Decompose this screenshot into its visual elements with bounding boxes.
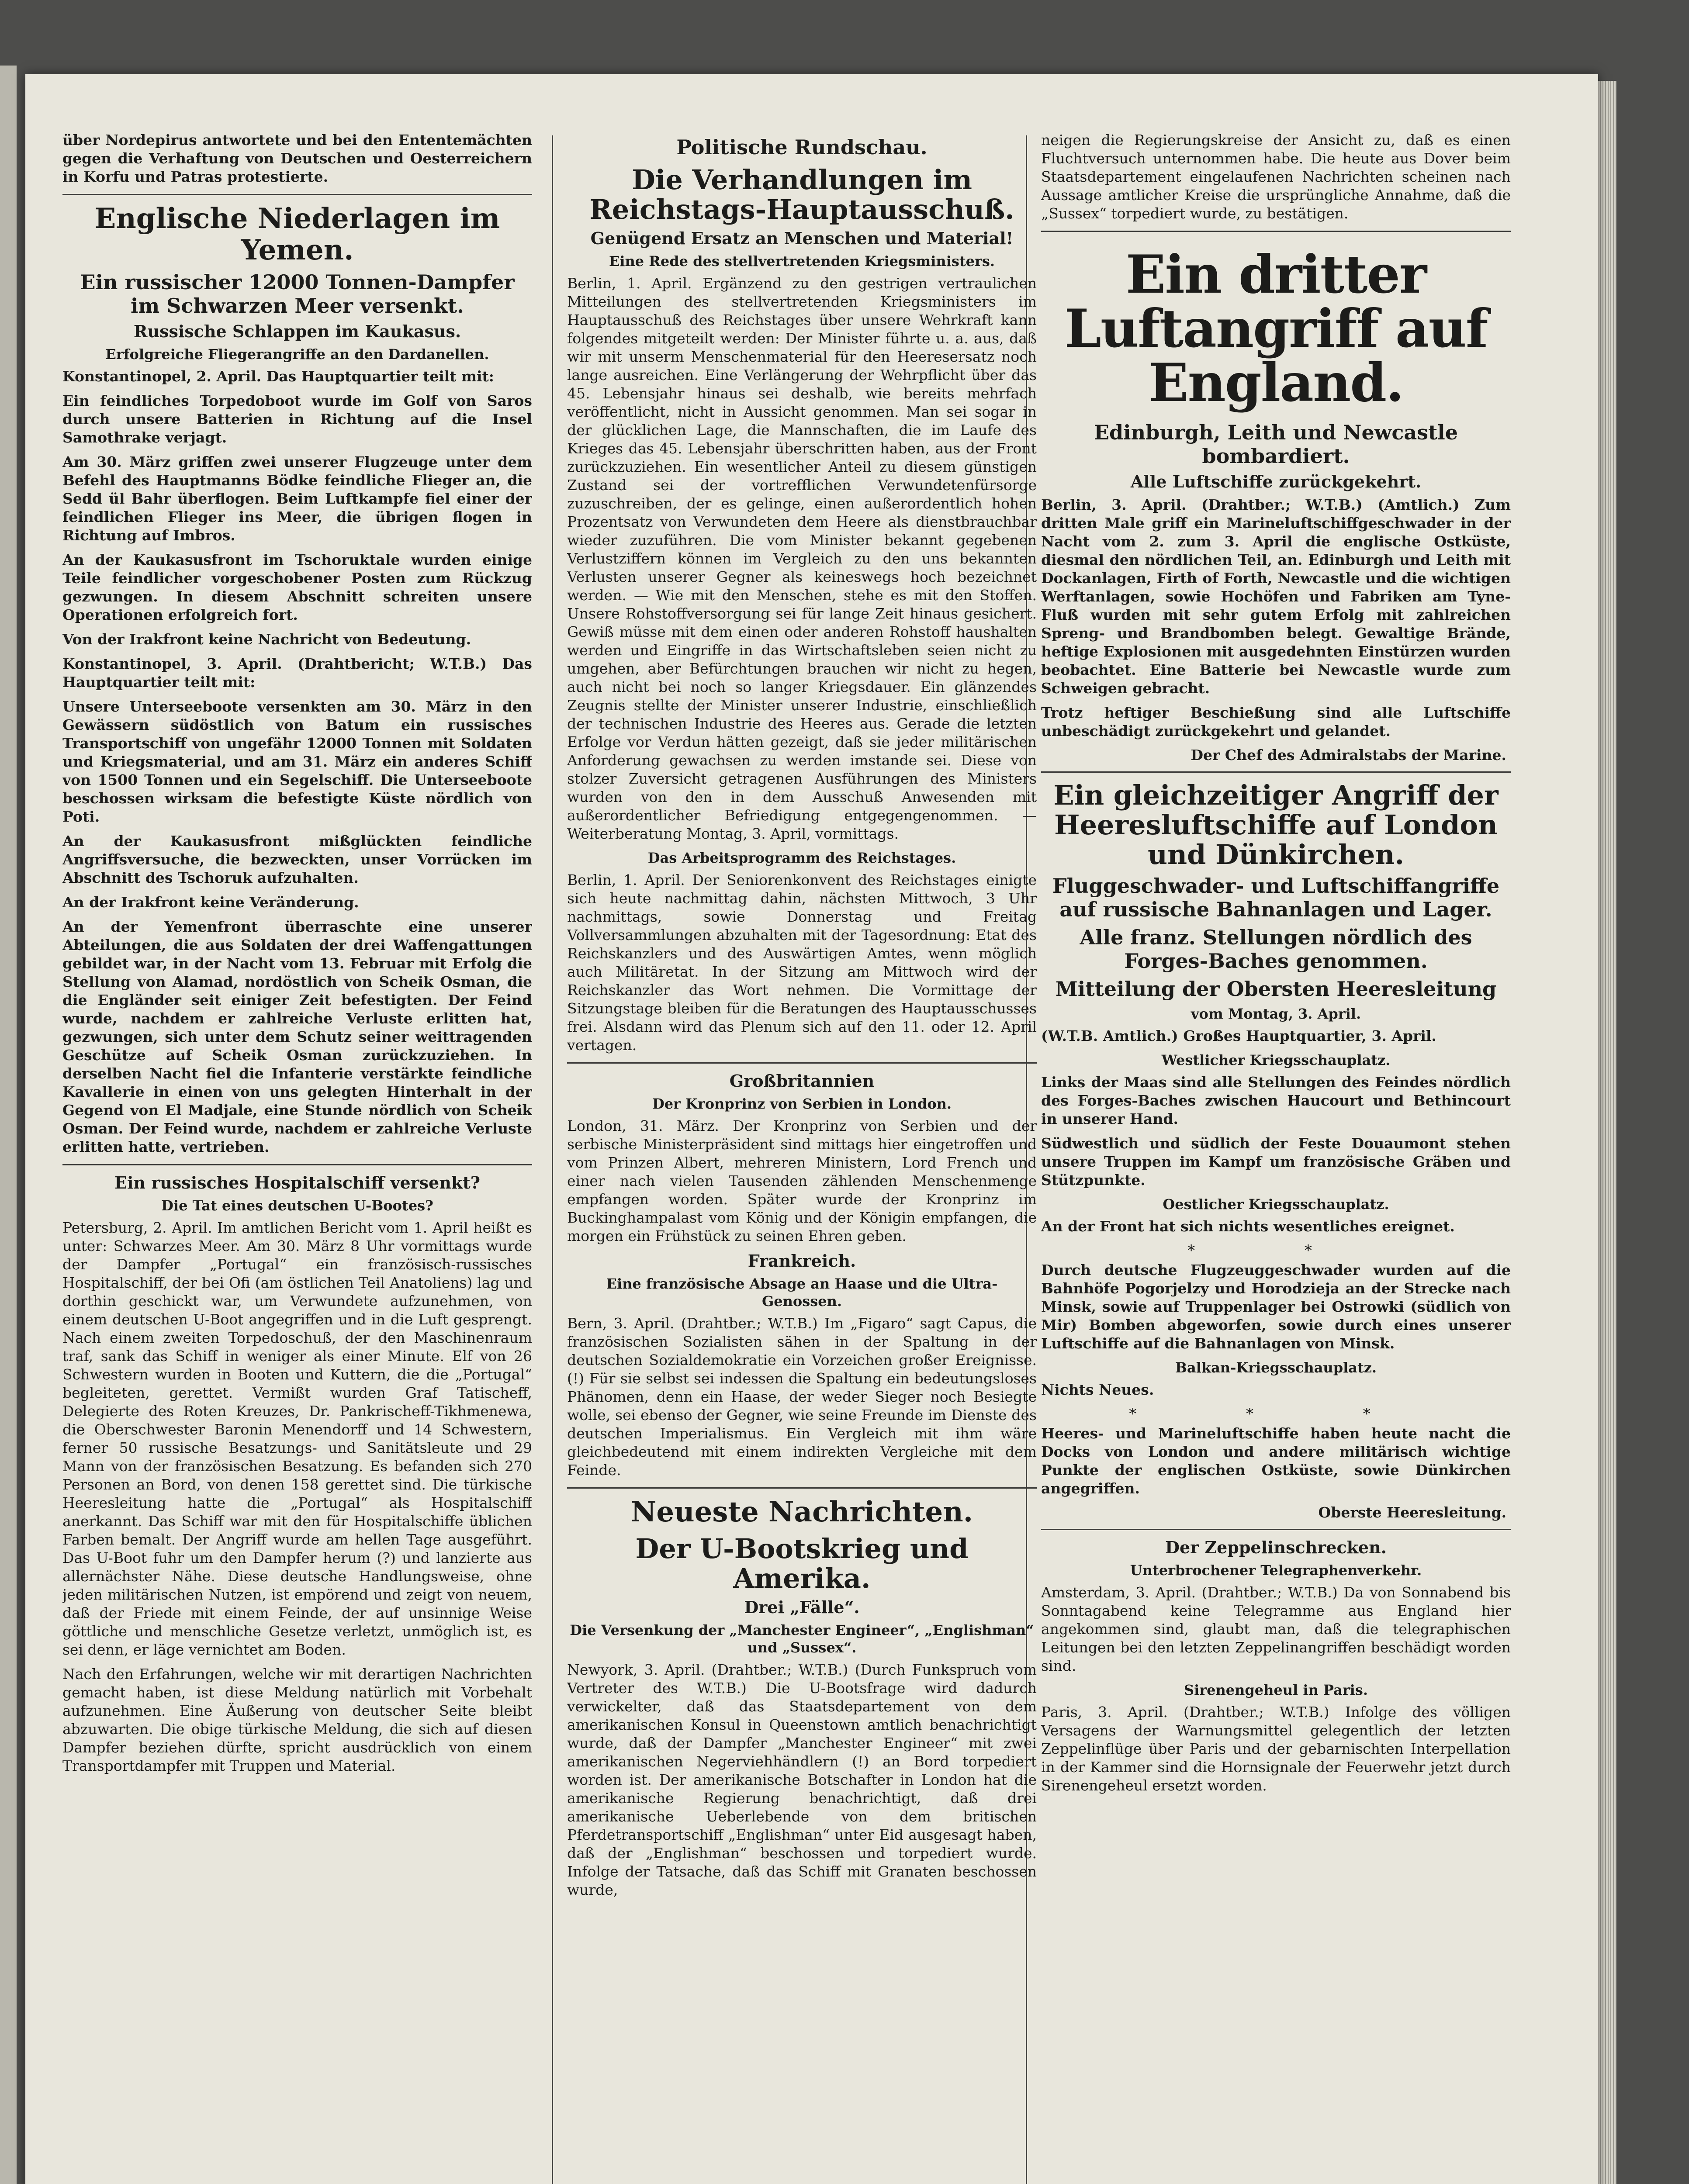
- headline: Ein gleichzeitiger Angriff der Heeresluftschiffe auf London und Dünkirchen.: [1053, 779, 1499, 871]
- article-text: Konstantinopel, 2. April. Das Hauptquartier teilt mit:: [62, 368, 494, 385]
- article-text: An der Irakfront keine Veränderung.: [62, 894, 359, 911]
- signature: Der Chef des Admiralstabs der Marine.: [1191, 746, 1506, 764]
- divider: [1041, 231, 1511, 232]
- divider: [62, 194, 532, 195]
- article-text: Konstantinopel, 3. April. (Drahtbericht; W.T.B.) Das Hauptquartier teilt mit:: [62, 655, 532, 691]
- subheadline: Die Versenkung der „Manchester Engineer“, „Englishman“ und „Sussex“.: [570, 1622, 1034, 1656]
- headline: Englische Niederlagen im Yemen.: [94, 202, 500, 266]
- column-rule: [552, 135, 553, 2184]
- article-text: An der Yemenfront überraschte eine unserer Abteilungen, die aus Soldaten der drei Waffengattungen gebildet war, in der Nacht vom 13. Februar mit Erfolg die Stellung von Alamad, nordöstlich von Scheik Osman, die die Engländer seit einiger Zeit befestigten. Der Feind wurde, nachdem er zahlreiche Verluste erlitten hat, gezwungen, sich unter dem Schutz seiner weittragenden Geschütze auf Scheik Osman zurückzuziehen. In derselben Nacht fiel die Infanterie verstärkte feindliche Kavallerie in einen von uns gelegten Hinterhalt in der Gegend von El Madjale, eine Stunde nördlich von Scheik Osman. Der Feind wurde, nachdem er zahlreiche Verluste erlitten hatte, vertrieben.: [62, 918, 532, 1155]
- article-text: Newyork, 3. April. (Drahtber.; W.T.B.) (Durch Funkspruch vom Vertreter des W.T.B.) Die U-Bootsfrage wird dadurch verwickelter, daß das Staatsdepartement von dem amerikanischen Konsul in Queenstown amtlich benachrichtigt wurde, daß der Dampfer „Manchester Engineer“ mit zwei amerikanischen Negerviehhändlern (!) an Bord torpediert worden ist. Der amerikanische Botschafter in London hat die amerikanische Regierung benachrichtigt, daß drei amerikanische Ueberlebende von dem britischen Pferdetransportschiff „Englishman“ unter Eid ausgesagt haben, daß der „Englishman“ beschossen und torpediert wurde. Infolge der Tatsache, daß das Schiff mit Granaten beschossen wurde,: [567, 1661, 1037, 1898]
- article-text: Südwestlich und südlich der Feste Douaumont stehen unsere Truppen im Kampf um französische Gräben und Stützpunkte.: [1041, 1135, 1511, 1189]
- article-text: Nach den Erfahrungen, welche wir mit derartigen Nachrichten gemacht haben, ist diese Meldung natürlich mit Vorbehalt aufzunehmen. Eine Äußerung von deutscher Seite bleibt abzuwarten. Die obige türkische Meldung, die sich auf diesen Dampfer beziehen dürfte, spricht ausdrücklich von einem Transportdampfer mit Truppen und Material.: [62, 1666, 532, 1774]
- article-text: Berlin, 1. April. Der Seniorenkonvent des Reichstages einigte sich heute nachmittag dahin, nächsten Mittwoch, 3 Uhr nachmittags, sowie Donnerstag und Freitag Vollversammlungen abzuhalten mit der Tagesordnung: Etat des Reichskanzlers und des Auswärtigen Amtes, wenn möglich auch Militäretat. In der Sitzung am Mittwoch wird der Reichskanzler das Wort nehmen. Die Vormittage der Sitzungstage bleiben für die Beratungen des Hauptausschusses frei. Alsdann wird das Plenum sich auf den 11. oder 12. April vertagen.: [567, 871, 1037, 1054]
- section-title: Politische Rundschau.: [676, 135, 928, 159]
- article-text: An der Kaukasusfront im Tschoruktale wurden einige Teile feindlicher vorgeschobener Posten zum Rückzug gezwungen. In diesem Abschnitt schreiten unsere Operationen erfolgreich fort.: [62, 551, 532, 623]
- column-2: [567, 131, 1037, 2184]
- subheadline: Eine französische Absage an Haase und die Ultra-Genossen.: [606, 1275, 998, 1310]
- subheadline: Der Kronprinz von Serbien in London.: [652, 1095, 952, 1112]
- article-text: Petersburg, 2. April. Im amtlichen Bericht vom 1. April heißt es unter: Schwarzes Meer. Am 30. März 8 Uhr vormittags wurde der Dampfer „Portugal“ ein französisch-russisches Hospitalschiff, der bei Ofi (am östlichen Teil Anatoliens) lag und dorthin geschickt war, um Verwundete aufzunehmen, von einem deutschen U-Boot angegriffen und in die Luft gesprengt. Nach einem zweiten Torpedoschuß, der den Maschinenraum traf, sank das Schiff in weniger als einer Minute. Elf von 26 Schwestern wurden in Booten und Kuttern, die die „Portugal“ begleiteten, gerettet. Vermißt wurden Graf Tatischeff, Delegierte des Roten Kreuzes, Dr. Pankrischeff-Tikhmenewa, die Oberschwester Baronin Menendorff und 14 Schwestern, ferner 50 russische Besatzungs- und Sanitätsleute und 29 Mann von der französischen Besatzung. Es befanden sich 270 Personen an Bord, von denen 158 gerettet sind. Die türkische Heeresleitung hatte die „Portugal“ als Hospitalschiff anerkannt. Das Schiff war mit den für Hospitalschiffe üblichen Farben bemalt. Der Angriff wurde am hellen Tage ausgeführt. Das U-Boot fuhr um den Dampfer herum (?) und lanzierte aus allernächster Nähe. Diese deutsche Handlungsweise, ohne jeden militärischen Nutzen, ist empörend und zeigt von neuem, daß der Friede mit einem Feinde, der auf unsinnige Weise göttliche und menschliche Gesetze verletzt, unmöglich ist, es sei denn, er läge vernichtet am Boden.: [62, 1219, 532, 1658]
- article-text: über Nordepirus antwortete und bei den Ententemächten gegen die Verhaftung von Deutschen und Oesterreichern in Korfu und Patras protestierte.: [62, 131, 532, 185]
- article-text: Bern, 3. April. (Drahtber.; W.T.B.) Im „Figaro“ sagt Capus, die französischen Sozialisten sähen in der Spaltung in der deutschen Sozialdemokratie ein Vorzeichen großer Ereignisse. (!) Für sie selbst sei indessen die Spaltung ein bedeutungsloses Phänomen, denn ein Haase, der weder Sieger noch Besiegte wolle, sei ebenso der Gegner, wie seine Freunde im Dienste des deutschen Imperialismus. Ein Vergleich mit ihm wäre gleichbedeutend mit einem indirekten Vergleiche mit dem Feinde.: [567, 1315, 1037, 1479]
- subheadline: Oestlicher Kriegsschauplatz.: [1163, 1196, 1389, 1213]
- subheadline: Balkan-Kriegsschauplatz.: [1175, 1359, 1377, 1376]
- subheadline: Genügend Ersatz an Menschen und Material!: [590, 228, 1014, 248]
- subheadline: Edinburgh, Leith und Newcastle bombardiert.: [1094, 421, 1458, 468]
- article-text: Berlin, 1. April. Ergänzend zu den gestrigen vertraulichen Mitteilungen des stellvertretenden Kriegsministers im Hauptausschuß des Reichstages über unsere Wehrkraft kann folgendes mitgeteilt werden: Der Minister führte u. a. aus, daß wir mit unserm Menschenmaterial für den Heeresersatz noch lange ausreichen. Eine Verlängerung der Wehrpflicht über das 45. Lebensjahr hinaus sei deshalb, wie bereits mehrfach veröffentlicht, nicht in Aussicht genommen. Man sei sogar in der glücklichen Lage, die Mannschaften, die im Laufe des Krieges das 45. Lebensjahr überschritten haben, aus der Front zurückzuziehen. Ein wesentlicher Anteil zu diesem günstigen Zustand sei der vortrefflichen Verwundetenfürsorge zuzuschreiben, der es gelinge, einen außerordentlich hohen Prozentsatz von Verwundeten dem Heere als dienstbrauchbar wieder zuzuführen. Die vom Minister bekannt gegebenen Verlustziffern können im Vergleich zu den uns bekannten Verlusten unserer Gegner als keineswegs hoch bezeichnet werden. — Wie mit den Menschen, stehe es mit den Stoffen. Unsere Rohstoffversorgung sei für lange Zeit hinaus gesichert. Gewiß müsse mit dem einen oder anderen Rohstoff haushalten werden und Eingriffe in das Wirtschaftsleben seien nicht zu umgehen, aber Befürchtungen brauchen wir nicht zu hegen, auch nicht bei noch so langer Kriegsdauer. Ein glänzendes Zeugnis stellte der Minister unserer Industrie, einschließlich der technischen Industrie des Heeres aus. Gerade die letzten Erfolge vor Verdun hätten gezeigt, daß sie jeder militärischen Anforderung gewachsen zu werden imstande sei. Diese von stolzer Zuversicht getragenen Ausführungen des Ministers wurden von den in dem Ausschuß Anwesenden mit außerordentlicher Befriedigung entgegengenommen. — Weiterberatung Montag, 3. April, vormittags.: [567, 275, 1037, 842]
- divider: [1041, 1529, 1511, 1530]
- subheadline: Eine Rede des stellvertretenden Kriegsministers.: [609, 253, 995, 270]
- subheadline: Sirenengeheul in Paris.: [1184, 1682, 1368, 1698]
- article-text: (W.T.B. Amtlich.) Großes Hauptquartier, 3. April.: [1041, 1027, 1436, 1044]
- article-text: Nichts Neues.: [1041, 1381, 1154, 1398]
- headline: Der U-Bootskrieg und Amerika.: [635, 1533, 969, 1594]
- article-text: Trotz heftiger Beschießung sind alle Luftschiffe unbeschädigt zurückgekehrt und gelandet.: [1041, 704, 1511, 740]
- divider: [62, 1164, 532, 1165]
- subheadline: Westlicher Kriegsschauplatz.: [1161, 1052, 1391, 1068]
- left-page-edge: [0, 66, 17, 2184]
- subheadline: Mitteilung der Obersten Heeresleitung: [1055, 977, 1497, 1001]
- article-text: An der Front hat sich nichts wesentliches ereignet.: [1041, 1218, 1455, 1235]
- article-text: Amsterdam, 3. April. (Drahtber.; W.T.B.) Da von Sonnabend bis Sonntagabend keine Telegramme aus England hier angekommen sind, glaubt man, daß die telegraphischen Leitungen bei den letzten Zeppelinangriffen beschädigt worden sind.: [1041, 1584, 1511, 1674]
- subheadline: Alle franz. Stellungen nördlich des Forges-Baches genommen.: [1080, 926, 1472, 973]
- article-text: Berlin, 3. April. (Drahtber.; W.T.B.) (Amtlich.) Zum dritten Male griff ein Marineluftschiffgeschwader in der Nacht vom 2. zum 3. April die englische Ostküste, diesmal den nördlichen Teil, an. Edinburgh und Leith mit Dockanlagen, Firth of Forth, Newcastle und die wichtigen Werftanlagen, sowie Hochöfen und Fabriken am Tyne-Fluß wurden mit sehr gutem Erfolg mit zahlreichen Spreng- und Brandbomben belegt. Gewaltige Brände, heftige Explosionen mit ausgedehnten Einstürzen wurden beobachtet. Eine Batterie bei Newcastle wurde zum Schweigen gebracht.: [1041, 496, 1511, 697]
- newspaper-page: [25, 74, 1598, 2184]
- section-title: Großbritannien: [729, 1071, 875, 1091]
- subheadline: Russische Schlappen im Kaukasus.: [133, 321, 461, 341]
- article-text: London, 31. März. Der Kronprinz von Serbien und der serbische Ministerpräsident sind mittags hier eingetroffen und vom Prinzen Albert, mehreren Ministern, Lord French und einer nach vielen Tausenden zählenden Menschenmenge empfangen worden. Später wurde der Kronprinz im Buckinghampalast vom König und der Königin empfangen, die morgen ein Frühstück zu seinen Ehren geben.: [567, 1117, 1037, 1244]
- separator-stars: * * *: [1129, 1405, 1423, 1423]
- article-text: Ein feindliches Torpedoboot wurde im Golf von Saros durch unsere Batterien in Richtung auf die Insel Samothrake verjagt.: [62, 392, 532, 446]
- article-text: An der Kaukasusfront mißglückten feindliche Angriffsversuche, die bezweckten, unser Vorrücken im Abschnitt des Tschoruk aufzuhalten.: [62, 833, 532, 886]
- column-3: [1041, 131, 1511, 2184]
- separator-stars: * *: [1187, 1242, 1364, 1259]
- article-text: Von der Irakfront keine Nachricht von Bedeutung.: [62, 631, 471, 648]
- section-title: Frankreich.: [748, 1251, 856, 1271]
- article-text: Heeres- und Marineluftschiffe haben heute nacht die Docks von London und andere militärisch wichtige Punkte der englischen Ostküste, sowie Dünkirchen angegriffen.: [1041, 1425, 1511, 1497]
- article-text: neigen die Regierungskreise der Ansicht zu, daß es einen Fluchtversuch unternommen habe. Die heute aus Dover beim Staatsdepartement eingelaufenen Nachrichten scheinen nach Aussage amtlicher Kreise die ursprüngliche Annahme, daß die „Sussex“ torpediert wurde, zu bestätigen.: [1041, 131, 1511, 222]
- column-1: [62, 131, 532, 2184]
- headline: Ein russisches Hospitalschiff versenkt?: [114, 1173, 480, 1192]
- divider: [567, 1062, 1037, 1064]
- headline: Ein dritter Luftangriff auf England.: [1064, 244, 1488, 414]
- subheadline: Drei „Fälle“.: [744, 1597, 860, 1617]
- subheadline: Erfolgreiche Fliegerangriffe an den Dardanellen.: [105, 346, 489, 363]
- divider: [567, 1487, 1037, 1489]
- subheadline: Alle Luftschiffe zurückgekehrt.: [1130, 472, 1422, 491]
- subheadline: vom Montag, 3. April.: [1191, 1006, 1361, 1022]
- article-text: Unsere Unterseeboote versenkten am 30. März in den Gewässern südöstlich von Batum ein russisches Transportschiff von ungefähr 12000 Tonnen mit Soldaten und Kriegsmaterial, und am 31. März ein anderes Schiff von 1500 Tonnen und ein Segelschiff. Die Unterseeboote beschossen wirksam die befestigte Küste nördlich von Poti.: [62, 698, 532, 825]
- section-title: Neueste Nachrichten.: [630, 1496, 973, 1528]
- subheadline: Fluggeschwader- und Luftschiffangriffe auf russische Bahnanlagen und Lager.: [1052, 874, 1500, 921]
- article-text: Am 30. März griffen zwei unserer Flugzeuge unter dem Befehl des Hauptmanns Bödke feindliche Flieger an, die Sedd ül Bahr überflogen. Beim Luftkampfe fiel einer der feindlichen Flieger ins Meer, die übrigen flogen in Richtung auf Imbros.: [62, 453, 532, 544]
- headline: Die Verhandlungen im Reichstags-Hauptausschuß.: [589, 164, 1014, 225]
- subheadline: Unterbrochener Telegraphenverkehr.: [1130, 1562, 1422, 1579]
- signature: Oberste Heeresleitung.: [1318, 1504, 1506, 1521]
- article-text: Links der Maas sind alle Stellungen des Feindes nördlich des Forges-Baches zwischen Haucourt und Bethincourt in unserer Hand.: [1041, 1074, 1511, 1127]
- subheadline: Das Arbeitsprogramm des Reichstages.: [647, 850, 956, 866]
- article-text: Durch deutsche Flugzeuggeschwader wurden auf die Bahnhöfe Pogorjelzy und Horodzieja an der Strecke nach Minsk, sowie auf Truppenlager bei Ostrowki (südlich von Mir) Bomben abgeworfen, sowie durch eines unserer Luftschiffe auf die Bahnanlagen von Minsk.: [1041, 1261, 1511, 1352]
- article-text: Paris, 3. April. (Drahtber.; W.T.B.) Infolge des völligen Versagens der Warnungsmittel gelegentlich der letzten Zeppelinflüge über Paris und der gebarnischten Interpellation in der Kammer sind die Hornsignale der Feuerwehr jetzt durch Sirenengeheul ersetzt worden.: [1041, 1704, 1511, 1794]
- subheadline: Die Tat eines deutschen U-Bootes?: [161, 1197, 433, 1214]
- divider: [1041, 771, 1511, 773]
- headline: Der Zeppelinschrecken.: [1165, 1538, 1387, 1557]
- subheadline: Ein russischer 12000 Tonnen-Dampfer im Schwarzen Meer versenkt.: [80, 270, 515, 318]
